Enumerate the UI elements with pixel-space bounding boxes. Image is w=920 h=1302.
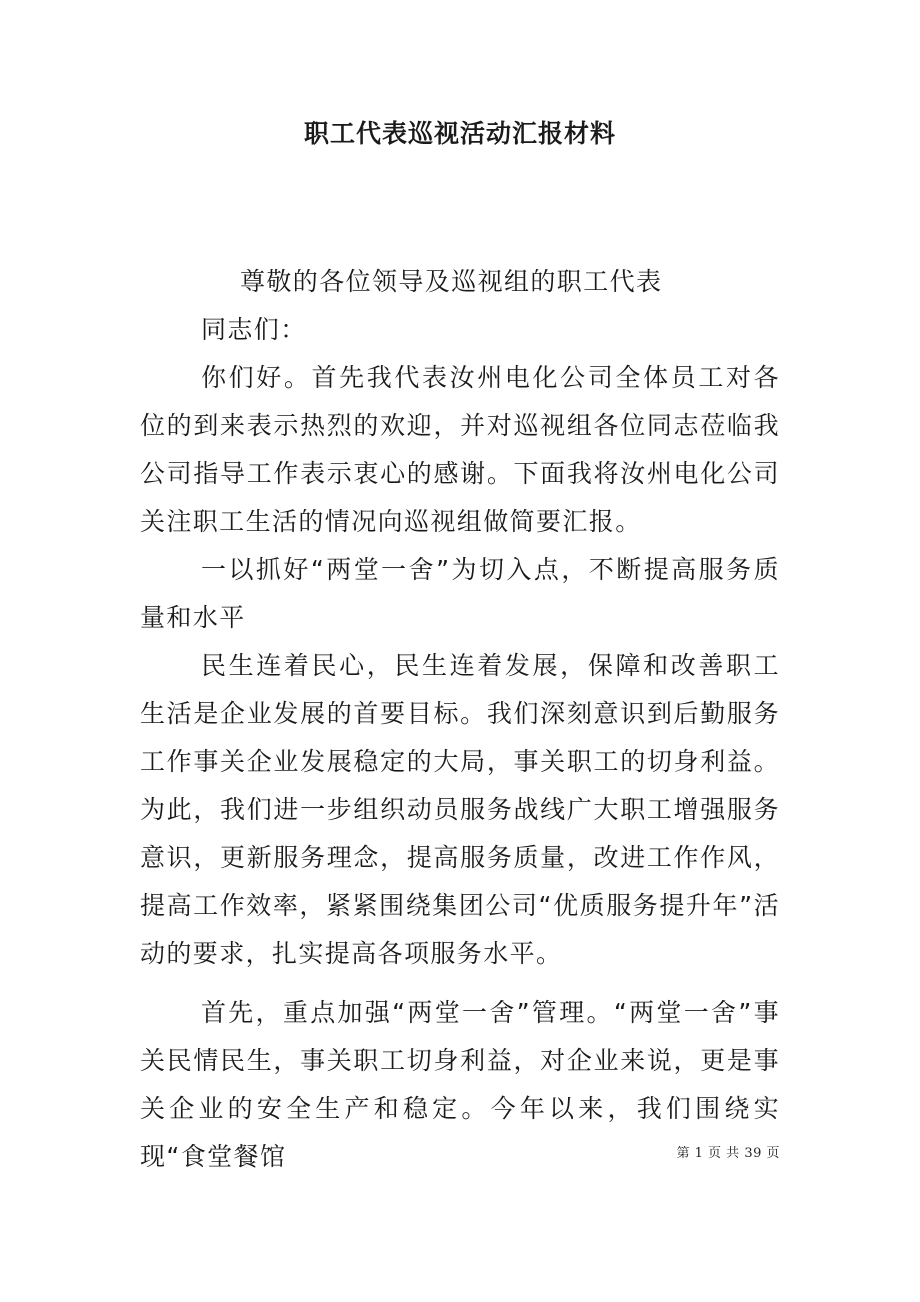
page-number: 第 1 页 共 39 页 [676, 1146, 780, 1161]
section-heading-1: 一以抓好“两堂一舍”为切入点，不断提高服务质量和水平 [140, 555, 780, 632]
greeting-line: 同志们： [201, 315, 307, 344]
salutation-line: 尊敬的各位领导及巡视组的职工代表 [240, 267, 663, 296]
document-title: 职工代表巡视活动汇报材料 [303, 119, 616, 148]
paragraph-first-measure: 首先，重点加强“两堂一舍”管理。“两堂一舍”事关民情民生，事关职工切身利益，对企业来说，更是事关企业的安全生产和稳定。今年以来，我们围绕实现“食堂餐馆 [140, 998, 780, 1171]
paragraph-livelihood: 民生连着民心，民生连着发展，保障和改善职工生活是企业发展的首要目标。我们深刻意识到后勤服务工作事关企业发展稳定的大局，事关职工的切身利益。为此，我们进一步组织动员服务战线广大职工增强服务意识，更新服务理念，提高服务质量，改进工作作风，提高工作效率，紧紧围绕集团公司“优质服务提升年”活动的要求，扎实提高各项服务水平。 [140, 651, 780, 968]
paragraph-intro: 你们好。首先我代表汝州电化公司全体员工对各位的到来表示热烈的欢迎，并对巡视组各位同志莅临我公司指导工作表示衷心的感谢。下面我将汝州电化公司关注职工生活的情况向巡视组做简要汇报。 [140, 363, 780, 536]
document-body [140, 258, 780, 1181]
